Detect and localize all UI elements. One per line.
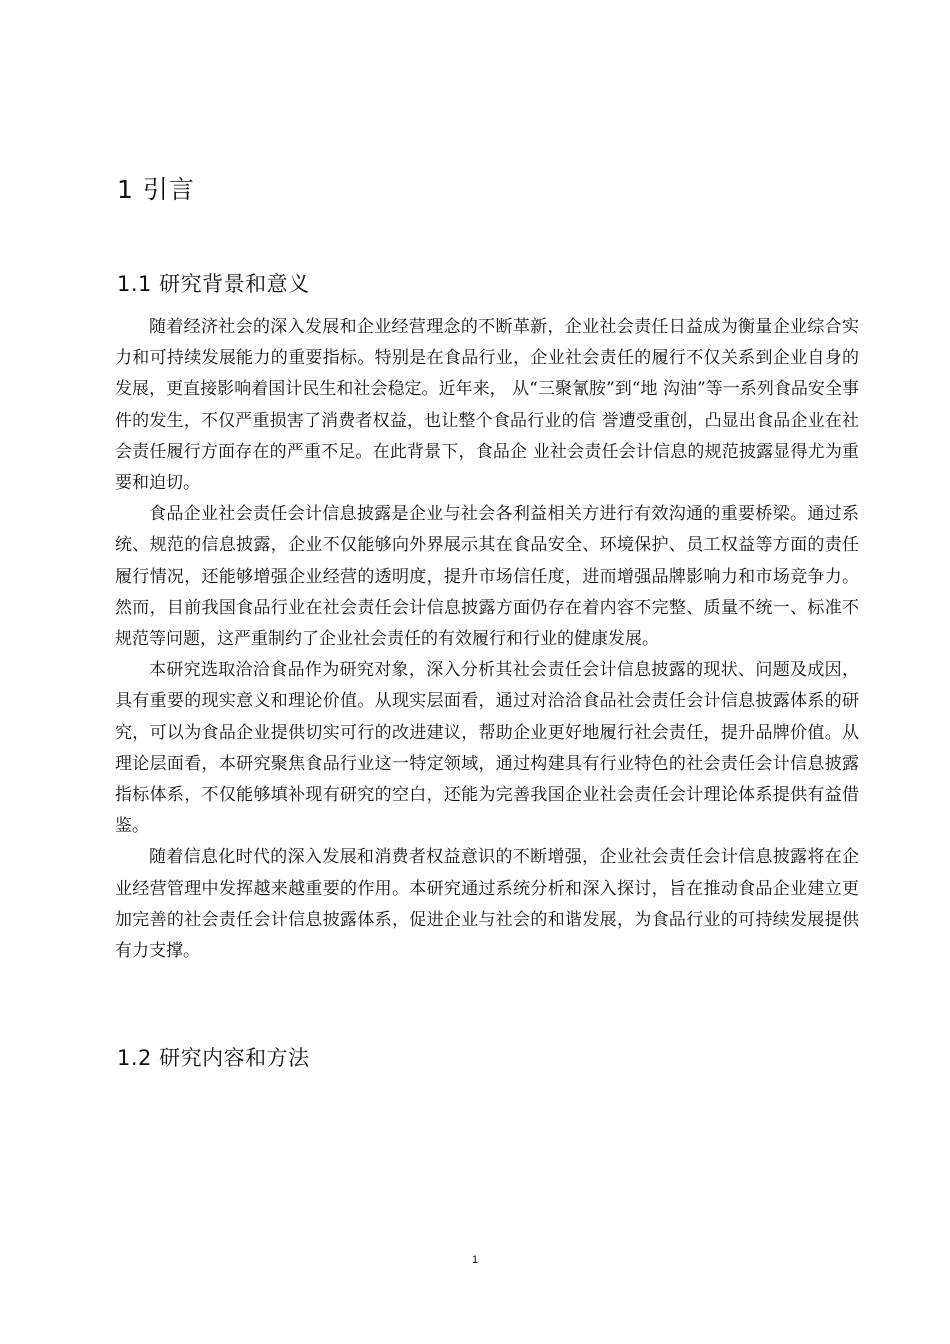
paragraph: 食品企业社会责任会计信息披露是企业与社会各利益相关方进行有效沟通的重要桥梁。通过系统、规范的信息披露，企业不仅能够向外界展示其在食品安全、环境保护、员工权益等方面的责任履行情况，还能够增强企业经营的透明度，提升市场信任度，进而增强品牌影响力和市场竞争力。然而，目前我国食品行业在社会责任会计信息披露方面仍存在着内容不完整、质量不统一、标准不规范等问题，这严重制约了企业社会责任的有效履行和行业的健康发展。 [115, 504, 859, 650]
section-body [115, 312, 859, 967]
section-title-background: 1.1 研究背景和意义 [117, 272, 310, 296]
page-number: 1 [471, 1254, 479, 1266]
paragraph: 本研究选取洽洽食品作为研究对象，深入分析其社会责任会计信息披露的现状、问题及成因，具有重要的现实意义和理论价值。从现实层面看，通过对洽洽食品社会责任会计信息披露体系的研究，可以为食品企业提供切实可行的改进建议，帮助企业更好地履行社会责任，提升品牌价值。从理论层面看，本研究聚焦食品行业这一特定领域，通过构建具有行业特色的社会责任会计信息披露指标体系，不仅能够填补现有研究的空白，还能为完善我国企业社会责任会计理论体系提供有益借鉴。 [115, 660, 859, 837]
paragraph: 随着信息化时代的深入发展和消费者权益意识的不断增强，企业社会责任会计信息披露将在企业经营管理中发挥越来越重要的作用。本研究通过系统分析和深入探讨，旨在推动食品企业建立更加完善的社会责任会计信息披露体系，促进企业与社会的和谐发展，为食品行业的可持续发展提供有力支撑。 [115, 847, 859, 962]
paragraph: 随着经济社会的深入发展和企业经营理念的不断革新，企业社会责任日益成为衡量企业综合实力和可持续发展能力的重要指标。特别是在食品行业，企业社会责任的履行不仅关系到企业自身的发展，更直接影响着国计民生和社会稳定。近年来， 从“三聚氰胺”到“地 沟油”等一系列食品安全事件的发生，不仅严重损害了消费者权益，也让整个食品行业的信 誉遭受重创，凸显出食品企业在社会责任履行方面存在的严重不足。在此背景下，食品企 业社会责任会计信息的规范披露显得尤为重要和迫切。 [115, 317, 859, 494]
chapter-title: 1 引言 [117, 175, 195, 204]
section-title-content-methods: 1.2 研究内容和方法 [117, 1046, 310, 1070]
